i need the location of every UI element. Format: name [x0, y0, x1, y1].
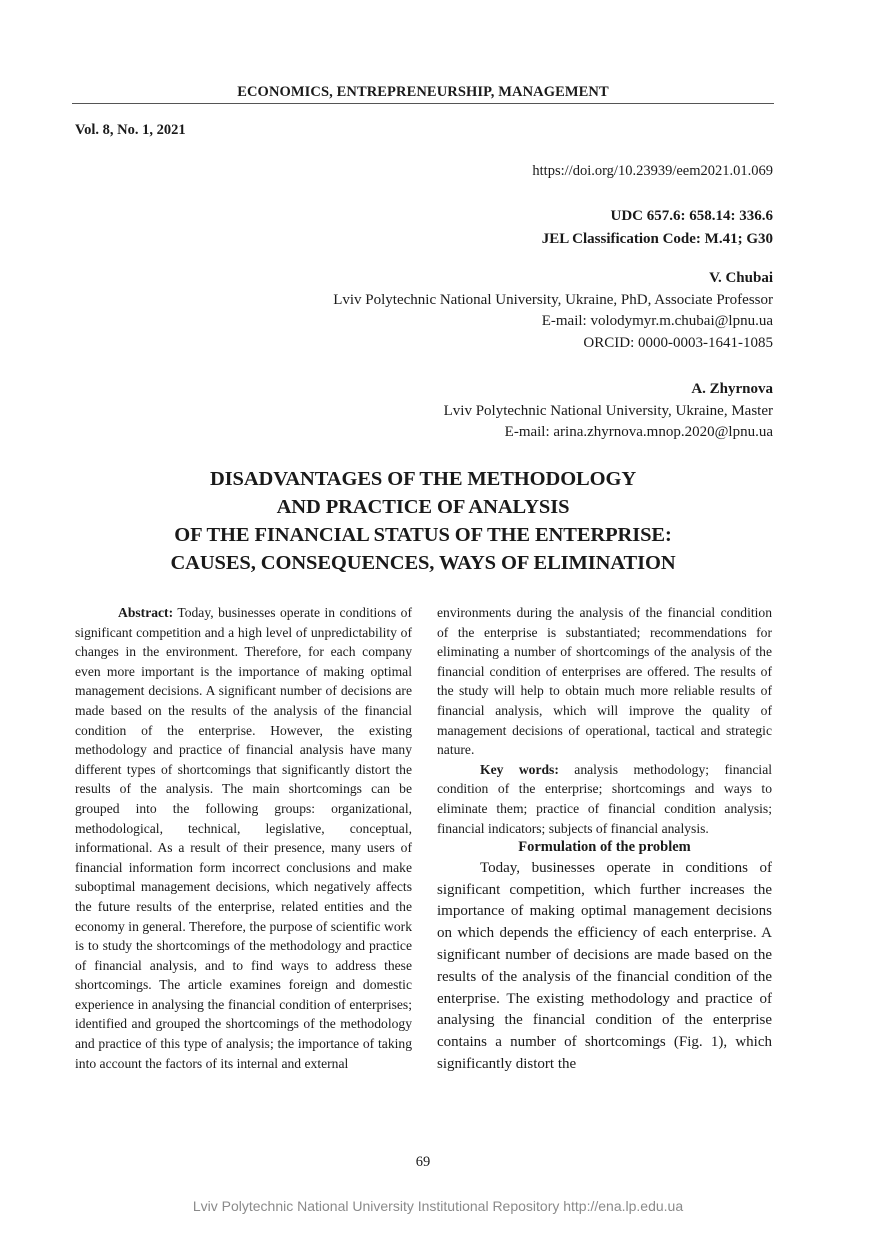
section-body	[437, 858, 772, 1076]
abstract-left-column	[75, 603, 412, 1073]
title-line: DISADVANTAGES OF THE METHODOLOGY	[209, 468, 637, 490]
title-line: CAUSES, CONSEQUENCES, WAYS OF ELIMINATION	[170, 552, 676, 574]
author-affiliation: Lviv Polytechnic National University, Ukraine, Master	[443, 402, 773, 419]
abstract-label: Abstract:	[118, 605, 174, 620]
right-column	[437, 603, 772, 1076]
author-block	[444, 379, 773, 444]
journal-header: ECONOMICS, ENTREPRENEURSHIP, MANAGEMENT	[237, 84, 609, 100]
author-name: A. Zhyrnova	[691, 381, 773, 397]
author-email[interactable]: E-mail: arina.zhyrnova.mnop.2020@lpnu.ua	[504, 424, 773, 440]
doi-link[interactable]: https://doi.org/10.23939/eem2021.01.069	[532, 163, 773, 179]
author-orcid[interactable]: ORCID: 0000-0003-1641-1085	[583, 334, 773, 351]
keywords-block	[437, 760, 772, 838]
header-divider	[72, 103, 774, 104]
keywords-paragraph	[437, 760, 772, 838]
volume-info: Vol. 8, No. 1, 2021	[75, 122, 186, 138]
keywords-text: analysis methodology; financial condition of the enterprise; shortcomings and ways to eliminate them; practice of financial condition analysis; financial indicators; subjects of financial analysis.	[437, 761, 772, 836]
author-email[interactable]: E-mail: volodymyr.m.chubai@lpnu.ua	[541, 313, 773, 329]
paper-title	[72, 465, 774, 577]
body-paragraph: Today, businesses operate in conditions of significant competition, which further increases the importance of making optimal management decisions on which depends the efficiency of each enterprise. A significant number of decisions are made based on the results of the analysis of the financial condition of the enterprise. The existing methodology and practice of analysing the financial condition of the enterprise contains a number of shortcomings (Fig. 1), which significantly distort the	[437, 859, 772, 1072]
classification-codes	[542, 205, 773, 251]
abstract-paragraph	[75, 603, 412, 1073]
title-line: OF THE FINANCIAL STATUS OF THE ENTERPRISE:	[174, 524, 672, 546]
udc-code: UDC 657.6: 658.14: 336.6	[610, 208, 773, 224]
title-line: AND PRACTICE OF ANALYSIS	[276, 496, 570, 518]
abstract-continuation: environments during the analysis of the financial condition of the enterprise is substantiated; recommendations for eliminating a number of shortcomings of the analysis of the financial condition of enterprises are offered. The results of the study will help to obtain much more reliable results of financial analysis, which will improve the quality of management decisions of operational, tactical and strategic nature.	[437, 605, 772, 758]
jel-code: JEL Classification Code: M.41; G30	[541, 231, 773, 247]
section-heading: Formulation of the problem	[518, 839, 691, 856]
abstract-text: Today, businesses operate in conditions of significant competition and a high level of unpredictability of changes in the environment. Therefore, for each company even more important is the importance of making optimal management decisions. A significant number of decisions are made based on the results of the analysis of the financial condition of the enterprise. However, the existing methodology and practice of financial analysis have many different types of shortcomings that significantly distort the results of the analysis. The main shortcomings can be grouped into the following groups: organizational, methodological, technical, legislative, conceptual, informational. As a result of their presence, many users of financial information form incorrect conclusions and make suboptimal management decisions, which negatively affects the future results of the enterprise, related entities and the economy in general. Therefore, the purpose of scientific work is to study the shortcomings of the methodology and practice of financial analysis, and to find ways to address these shortcomings. The article examines foreign and domestic experience in analysing the financial condition of enterprises; identified and grouped the shortcomings of the methodology and practice of this type of analysis; the importance of taking into account the factors of its internal and external	[75, 605, 412, 1071]
repository-watermark: Lviv Polytechnic National University Institutional Repository http://ena.lp.edu.ua	[192, 1198, 684, 1214]
author-block	[333, 268, 773, 354]
author-affiliation: Lviv Polytechnic National University, Ukraine, PhD, Associate Professor	[333, 291, 773, 308]
author-name: V. Chubai	[709, 270, 773, 286]
keywords-label: Key words:	[480, 761, 559, 777]
page-number: 69	[415, 1154, 431, 1170]
